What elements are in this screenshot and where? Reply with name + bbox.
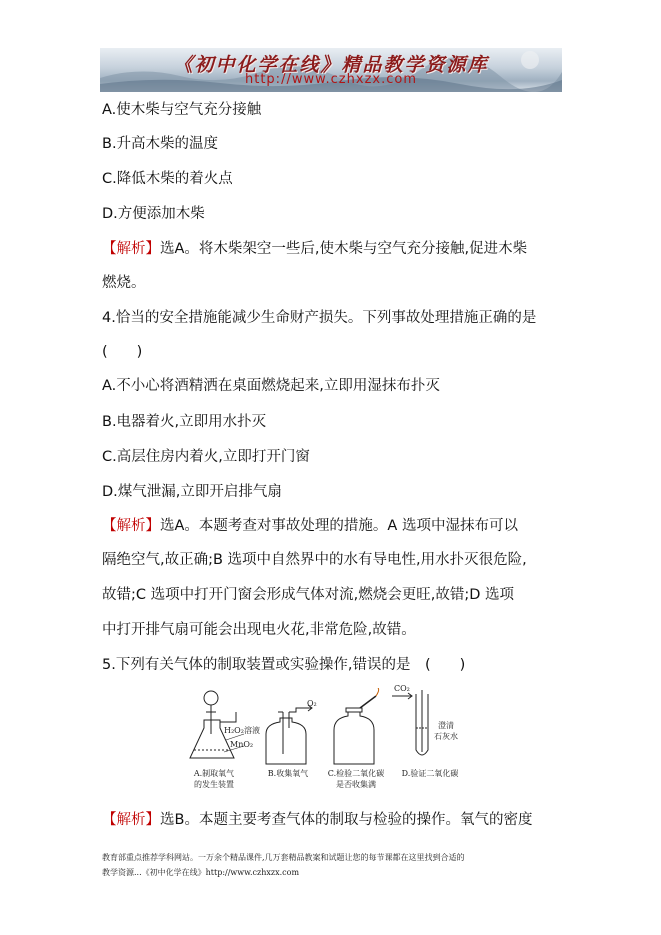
analysis-tag: 【解析】 (102, 812, 160, 828)
banner-url: http://www.czhxzx.com (245, 72, 417, 87)
analysis-tag: 【解析】 (102, 241, 160, 257)
q5-stem: 5.下列有关气体的制取装置或实验操作,错误的是 ( ) (102, 657, 466, 673)
label-o2: O₂ (307, 699, 317, 708)
analysis4-line3: 故错;C 选项中打开门窗会形成气体对流,燃烧会更旺,故错;D 选项 (102, 587, 514, 603)
label-mno2: MnO₂ (230, 740, 254, 749)
q4-option-b: B.电器着火,立即用水扑灭 (102, 414, 267, 430)
label-co2: CO₂ (394, 684, 410, 693)
label-limewater: 澄清 石灰水 (434, 721, 458, 741)
caption-d: D.验证二氧化碳 (401, 769, 459, 778)
analysis4-text1: 选A。本题考查对事故处理的措施。A 选项中湿抹布可以 (160, 518, 518, 534)
q4-option-c: C.高层住房内着火,立即打开门窗 (102, 449, 310, 465)
analysis-tag: 【解析】 (102, 518, 160, 534)
q3-option-b: B.升高木柴的温度 (102, 136, 219, 152)
analysis5-text1: 选B。本题主要考查气体的制取与检验的操作。氧气的密度 (160, 812, 533, 828)
analysis4-line4: 中打开排气扇可能会出现电火花,非常危险,故错。 (102, 622, 416, 638)
apparatus-b (266, 705, 312, 764)
analysis3-line1 (102, 239, 527, 259)
caption-a: A.制取氧气 的发生装置 (193, 769, 235, 789)
q4-stem-line1: 4.恰当的安全措施能减少生命财产损失。下列事故处理措施正确的是 (102, 310, 537, 326)
q3-option-d: D.方便添加木柴 (102, 206, 205, 222)
analysis3-line2: 燃烧。 (102, 275, 146, 291)
q4-stem-line2: ( ) (102, 344, 143, 360)
apparatus-d (392, 690, 428, 755)
apparatus-figure (184, 684, 534, 798)
banner-title: 《初中化学在线》精品教学资源库 (173, 54, 489, 76)
q3-option-a: A.使木柴与空气充分接触 (102, 102, 262, 118)
analysis5-line1 (102, 810, 532, 830)
footer-line1: 教育部重点推荐学科网站。一万余个精品课件,几万套精品教案和试题让您的每节课都在这里找到合适的 (102, 853, 465, 862)
q3-option-c: C.降低木柴的着火点 (102, 171, 233, 187)
analysis4-line2: 隔绝空气,故正确;B 选项中自然界中的水有导电性,用水扑灭很危险, (102, 552, 527, 568)
analysis4-line1 (102, 516, 518, 536)
caption-c: C.检验二氧化碳 是否收集满 (327, 769, 385, 789)
q4-option-a: A.不小心将酒精洒在桌面燃烧起来,立即用湿抹布扑灭 (102, 378, 440, 394)
q4-option-d: D.煤气泄漏,立即开启排气扇 (102, 484, 282, 500)
analysis3-text1: 选A。将木柴架空一些后,使木柴与空气充分接触,促进木柴 (160, 241, 528, 257)
footer-line2: 教学资源...《初中化学在线》http://www.czhxzx.com (102, 868, 300, 877)
caption-b: B.收集氧气 (267, 769, 309, 778)
label-h2o2: H₂O₂溶液 (224, 726, 260, 735)
header-banner (100, 48, 562, 92)
apparatus-c (334, 688, 379, 764)
